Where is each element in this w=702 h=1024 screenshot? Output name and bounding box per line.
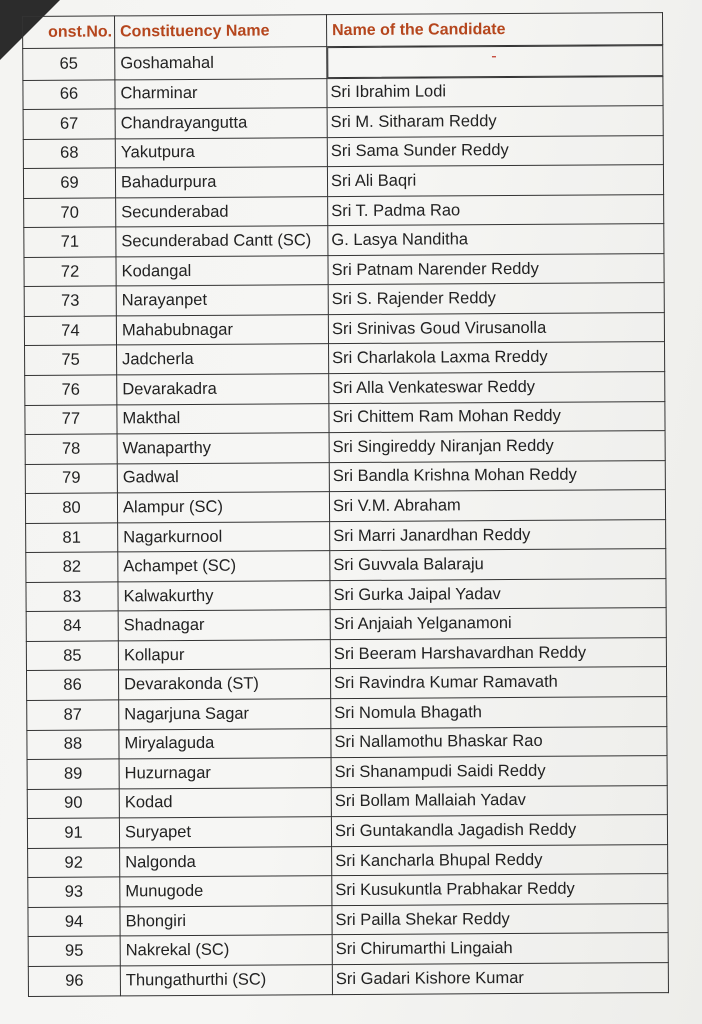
candidate-name-cell: Sri Bollam Mallaiah Yadav bbox=[331, 785, 667, 817]
constituency-name-cell: Miryalaguda bbox=[119, 728, 331, 759]
constituency-name-cell: Nagarjuna Sagar bbox=[119, 699, 331, 730]
const-no-cell: 72 bbox=[24, 257, 116, 287]
table-row bbox=[24, 313, 664, 346]
table-row bbox=[26, 608, 666, 641]
const-no-cell: 89 bbox=[27, 759, 119, 789]
constituency-name-cell: Nakrekal (SC) bbox=[120, 935, 332, 966]
candidate-name-cell: Sri Kusukuntla Prabhakar Reddy bbox=[332, 874, 668, 906]
candidate-name-cell: Sri Pailla Shekar Reddy bbox=[332, 903, 668, 935]
candidate-name-cell: Sri Kancharla Bhupal Reddy bbox=[332, 844, 668, 876]
const-no-cell: 85 bbox=[26, 641, 118, 671]
const-no-cell: 95 bbox=[28, 936, 120, 966]
table-row bbox=[24, 253, 664, 286]
constituency-name-cell: Nagarkurnool bbox=[118, 521, 330, 552]
constituency-name-cell: Suryapet bbox=[119, 817, 331, 848]
const-no-cell: 76 bbox=[25, 375, 117, 405]
constituency-name-cell: Kalwakurthy bbox=[118, 580, 330, 611]
const-no-cell: 70 bbox=[24, 198, 116, 228]
const-no-cell: 73 bbox=[24, 286, 116, 316]
const-no-cell: 68 bbox=[23, 139, 115, 169]
table-row bbox=[24, 224, 664, 257]
table-row bbox=[25, 342, 665, 375]
table-row bbox=[27, 815, 667, 848]
candidate-name-cell: Sri Chirumarthi Lingaiah bbox=[332, 933, 668, 965]
candidate-name-cell: Sri Charlakola Laxma Rreddy bbox=[329, 342, 665, 374]
const-no-cell: 79 bbox=[25, 464, 117, 494]
candidate-name-cell: Sri Ali Baqri bbox=[327, 165, 663, 197]
table-row bbox=[26, 578, 666, 611]
const-no-cell: 74 bbox=[24, 316, 116, 346]
constituency-name-cell: Secunderabad bbox=[116, 196, 328, 227]
const-no-cell: 67 bbox=[23, 109, 115, 139]
constituency-name-cell: Jadcherla bbox=[117, 344, 329, 375]
table-row bbox=[27, 756, 667, 789]
constituency-name-cell: Gadwal bbox=[117, 462, 329, 493]
const-no-cell: 75 bbox=[25, 345, 117, 375]
table-row bbox=[25, 401, 665, 434]
const-no-cell: 87 bbox=[27, 700, 119, 730]
const-no-cell: 69 bbox=[23, 168, 115, 198]
candidate-name-cell: Sri Sama Sunder Reddy bbox=[327, 135, 663, 167]
constituency-name-cell: Goshamahal bbox=[115, 47, 327, 80]
candidate-name-cell: Sri Gurka Jaipal Yadav bbox=[330, 578, 666, 610]
constituency-name-cell: Thungathurthi (SC) bbox=[120, 965, 332, 996]
const-no-cell: 65 bbox=[23, 48, 115, 80]
candidate-name-cell: Sri Nomula Bhagath bbox=[331, 697, 667, 729]
table-row bbox=[27, 667, 667, 700]
candidate-name-cell: Sri Singireddy Niranjan Reddy bbox=[329, 431, 665, 463]
constituency-name-cell: Wanaparthy bbox=[117, 433, 329, 464]
constituency-name-cell: Devarakonda (ST) bbox=[118, 669, 330, 700]
candidate-name-cell: Sri Chittem Ram Mohan Reddy bbox=[329, 401, 665, 433]
const-no-cell: 90 bbox=[27, 789, 119, 819]
candidate-name-cell: Sri Bandla Krishna Mohan Reddy bbox=[329, 460, 665, 492]
table-row bbox=[28, 903, 668, 936]
header-const-no: onst.No. bbox=[23, 16, 115, 49]
constituency-name-cell: Alampur (SC) bbox=[117, 492, 329, 523]
candidate-name-cell: Sri Srinivas Goud Virusanolla bbox=[328, 313, 664, 345]
const-no-cell: 96 bbox=[28, 966, 120, 996]
constituency-name-cell: Nalgonda bbox=[120, 846, 332, 877]
const-no-cell: 91 bbox=[27, 818, 119, 848]
constituency-name-cell: Mahabubnagar bbox=[116, 315, 328, 346]
constituency-name-cell: Bahadurpura bbox=[115, 167, 327, 198]
const-no-cell: 86 bbox=[27, 670, 119, 700]
constituency-name-cell: Achampet (SC) bbox=[118, 551, 330, 582]
const-no-cell: 93 bbox=[28, 877, 120, 907]
table-row bbox=[23, 106, 663, 139]
candidate-name-cell: Sri Ibrahim Lodi bbox=[327, 76, 663, 108]
candidate-name-cell: Sri Gadari Kishore Kumar bbox=[332, 963, 668, 995]
candidate-name-cell: Sri Guntakandla Jagadish Reddy bbox=[331, 815, 667, 847]
const-no-cell: 92 bbox=[28, 848, 120, 878]
candidate-name-cell: Sri V.M. Abraham bbox=[329, 490, 665, 522]
table-row bbox=[25, 490, 665, 523]
table-row bbox=[26, 519, 666, 552]
constituency-name-cell: Kollapur bbox=[118, 640, 330, 671]
const-no-cell: 78 bbox=[25, 434, 117, 464]
table-row bbox=[26, 549, 666, 582]
const-no-cell: 81 bbox=[26, 523, 118, 553]
constituency-name-cell: Huzurnagar bbox=[119, 758, 331, 789]
table-row bbox=[28, 844, 668, 877]
candidate-name-cell: Sri Ravindra Kumar Ramavath bbox=[330, 667, 666, 699]
constituency-name-cell: Devarakadra bbox=[117, 374, 329, 405]
const-no-cell: 80 bbox=[25, 493, 117, 523]
table-row bbox=[28, 874, 668, 907]
constituency-name-cell: Charminar bbox=[115, 78, 327, 109]
const-no-cell: 84 bbox=[26, 611, 118, 641]
table-row bbox=[25, 460, 665, 493]
candidate-name-cell: Sri Guvvala Balaraju bbox=[330, 549, 666, 581]
candidate-name-cell: - bbox=[327, 45, 663, 78]
constituency-name-cell: Bhongiri bbox=[120, 905, 332, 936]
constituency-name-cell: Makthal bbox=[117, 403, 329, 434]
table-row bbox=[26, 638, 666, 671]
table-row bbox=[27, 697, 667, 730]
candidate-name-cell: Sri Marri Janardhan Reddy bbox=[330, 519, 666, 551]
candidate-name-cell: Sri Beeram Harshavardhan Reddy bbox=[330, 638, 666, 670]
candidate-name-cell: Sri Patnam Narender Reddy bbox=[328, 253, 664, 285]
table-row bbox=[28, 963, 668, 996]
header-candidate-name: Name of the Candidate bbox=[326, 13, 662, 47]
constituency-name-cell: Kodad bbox=[119, 787, 331, 818]
table-row bbox=[28, 933, 668, 966]
const-no-cell: 71 bbox=[24, 227, 116, 257]
candidate-name-cell: Sri Shanampudi Saidi Reddy bbox=[331, 756, 667, 788]
candidate-list-document bbox=[22, 12, 676, 996]
candidate-name-cell: Sri T. Padma Rao bbox=[328, 194, 664, 226]
const-no-cell: 66 bbox=[23, 79, 115, 109]
table-row bbox=[23, 45, 663, 80]
table-row bbox=[23, 76, 663, 109]
constituency-name-cell: Shadnagar bbox=[118, 610, 330, 641]
candidate-name-cell: Sri Alla Venkateswar Reddy bbox=[329, 372, 665, 404]
table-row bbox=[27, 726, 667, 759]
candidate-name-cell: Sri M. Sitharam Reddy bbox=[327, 106, 663, 138]
table-row bbox=[27, 785, 667, 818]
header-constituency-name: Constituency Name bbox=[115, 15, 327, 48]
const-no-cell: 88 bbox=[27, 729, 119, 759]
candidate-name-cell: Sri S. Rajender Reddy bbox=[328, 283, 664, 315]
constituency-name-cell: Secunderabad Cantt (SC) bbox=[116, 226, 328, 257]
candidate-table bbox=[22, 12, 669, 996]
table-row bbox=[24, 194, 664, 227]
const-no-cell: 77 bbox=[25, 404, 117, 434]
table-row bbox=[25, 431, 665, 464]
table-header-row bbox=[23, 13, 663, 49]
table-row bbox=[25, 372, 665, 405]
constituency-name-cell: Narayanpet bbox=[116, 285, 328, 316]
candidate-name-cell: Sri Nallamothu Bhaskar Rao bbox=[331, 726, 667, 758]
const-no-cell: 83 bbox=[26, 582, 118, 612]
constituency-name-cell: Yakutpura bbox=[115, 137, 327, 168]
constituency-name-cell: Kodangal bbox=[116, 255, 328, 286]
table-row bbox=[23, 135, 663, 168]
table-row bbox=[24, 283, 664, 316]
constituency-name-cell: Chandrayangutta bbox=[115, 108, 327, 139]
candidate-name-cell: G. Lasya Nanditha bbox=[328, 224, 664, 256]
const-no-cell: 82 bbox=[26, 552, 118, 582]
constituency-name-cell: Munugode bbox=[120, 876, 332, 907]
candidate-name-cell: Sri Anjaiah Yelganamoni bbox=[330, 608, 666, 640]
const-no-cell: 94 bbox=[28, 907, 120, 937]
table-row bbox=[23, 165, 663, 198]
